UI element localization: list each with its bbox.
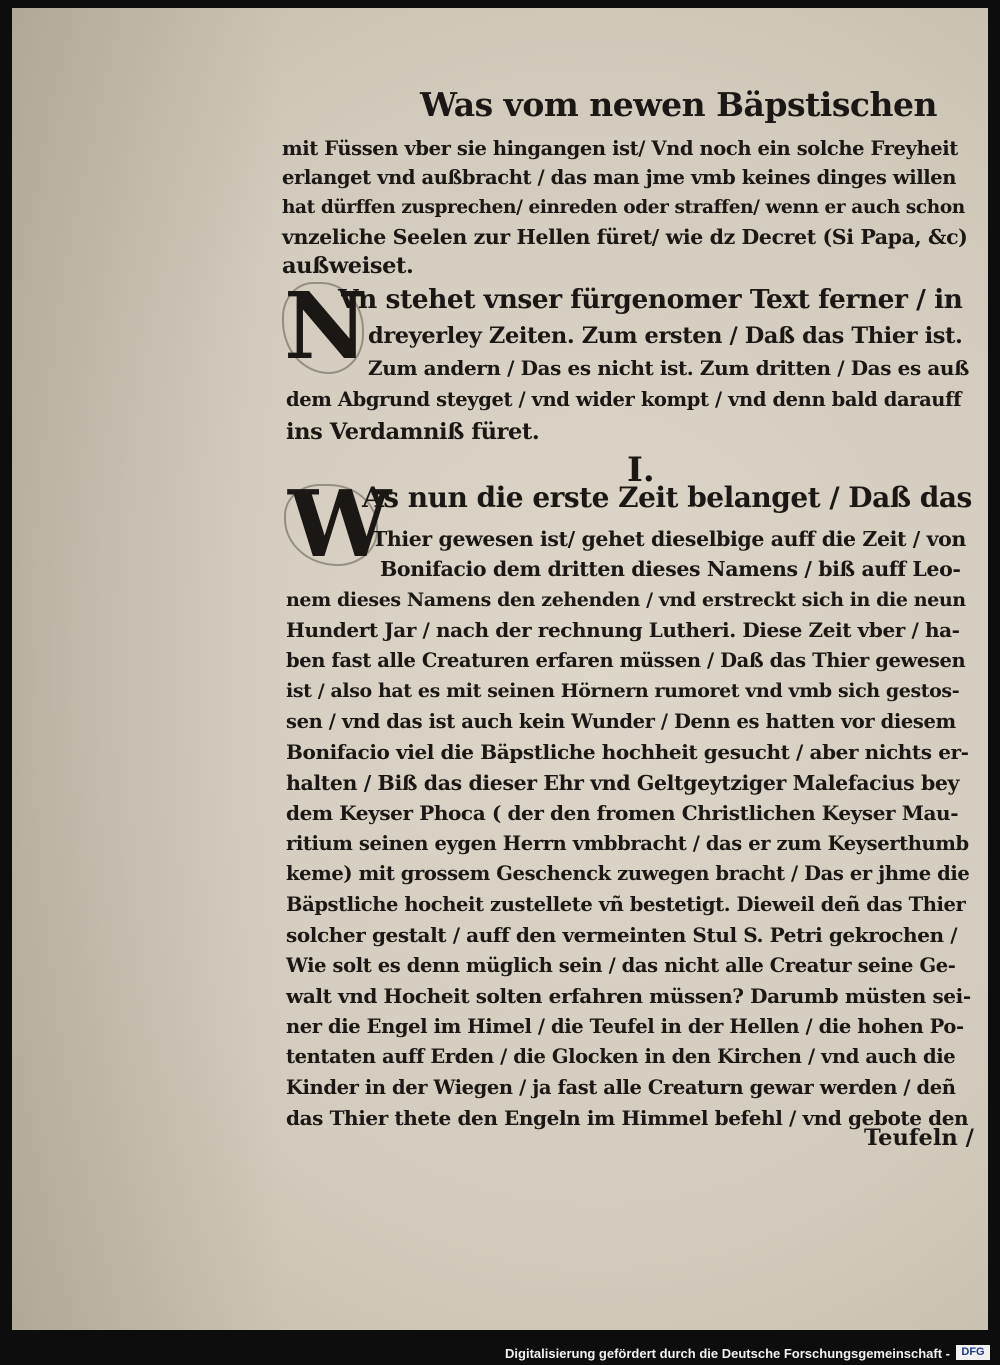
- text-line: sen / vnd das ist auch kein Wunder / Denn es hatten vor diesem: [286, 709, 956, 733]
- text-line: walt vnd Hocheit solten erfahren müssen? Darumb müsten sei-: [286, 984, 971, 1008]
- text-line: As nun die erste Zeit belanget / Daß das: [362, 481, 972, 514]
- section-numeral: I.: [627, 450, 655, 490]
- footer-credit: Digitalisierung gefördert durch die Deutsche Forschungsgemeinschaft -: [505, 1346, 950, 1361]
- drop-cap-initial: W: [288, 470, 392, 578]
- text-line: Wie solt es denn müglich sein / das nicht alle Creatur seine Ge-: [286, 953, 956, 977]
- text-line: dem Abgrund steyget / vnd wider kompt / vnd denn bald darauff: [286, 388, 962, 411]
- text-line: Bonifacio viel die Bäpstliche hochheit gesucht / aber nichts er-: [286, 740, 969, 764]
- text-line: nem dieses Namens den zehenden / vnd erstreckt sich in die neun: [286, 588, 966, 611]
- text-line: Bonifacio dem dritten dieses Namens / biß auff Leo-: [380, 557, 961, 581]
- text-line: außweiset.: [282, 253, 414, 280]
- text-line: solcher gestalt / auff den vermeinten Stul S. Petri gekrochen /: [286, 923, 958, 947]
- text-line: halten / Biß das dieser Ehr vnd Geltgeytziger Malefacius bey: [286, 770, 960, 795]
- text-line: Zum andern / Das es nicht ist. Zum dritten / Das es auß: [368, 356, 969, 380]
- text-line: ins Verdamniß füret.: [286, 419, 540, 445]
- text-line: keme) mit grossem Geschenck zuwegen bracht / Das er jhme die: [286, 862, 970, 885]
- running-header: Was vom newen Bäpstischen: [420, 85, 937, 124]
- page-gutter-shadow: [12, 8, 282, 1330]
- text-line: Thier gewesen ist/ gehet dieselbige auff die Zeit / von: [372, 526, 966, 551]
- text-line: dem Keyser Phoca ( der den fromen Christlichen Keyser Mau-: [286, 801, 959, 825]
- text-line: ritium seinen eygen Herrn vmbbracht / das er zum Keyserthumb: [286, 831, 969, 855]
- text-line: das Thier thete den Engeln im Himmel befehl / vnd gebote den: [286, 1106, 969, 1130]
- dfg-logo: DFG: [956, 1345, 990, 1360]
- text-line: tentaten auff Erden / die Glocken in den Kirchen / vnd auch die: [286, 1045, 956, 1068]
- text-line: Kinder in der Wiegen / ja fast alle Creaturn gewar werden / deñ: [286, 1075, 956, 1099]
- text-line: ist / also hat es mit seinen Hörnern rumoret vnd vmb sich gestos-: [286, 680, 960, 702]
- text-line: erlanget vnd außbracht / das man jme vmb keines dinges willen: [282, 166, 957, 190]
- catchword: Teufeln /: [864, 1125, 974, 1151]
- text-line: hat dürffen zusprechen/ einreden oder straffen/ wenn er auch schon: [282, 196, 965, 218]
- text-line: ben fast alle Creaturen erfaren müssen / Daß das Thier gewesen: [286, 648, 966, 672]
- drop-cap-initial: N: [284, 272, 369, 380]
- text-line: vnzeliche Seelen zur Hellen füret/ wie dz Decret (Si Papa, &c): [282, 224, 968, 249]
- text-line: Bäpstliche hocheit zustellete vñ bestetigt. Dieweil deñ das Thier: [286, 892, 966, 916]
- text-line: Hundert Jar / nach der rechnung Lutheri. Diese Zeit vber / ha-: [286, 618, 960, 642]
- text-line: ner die Engel im Himel / die Teufel in der Hellen / die hohen Po-: [286, 1014, 964, 1038]
- text-line: mit Füssen vber sie hingangen ist/ Vnd noch ein solche Freyheit: [282, 137, 958, 160]
- text-line: Vn stehet vnser fürgenomer Text ferner / in: [338, 284, 963, 315]
- text-line: dreyerley Zeiten. Zum ersten / Daß das Thier ist.: [368, 323, 963, 349]
